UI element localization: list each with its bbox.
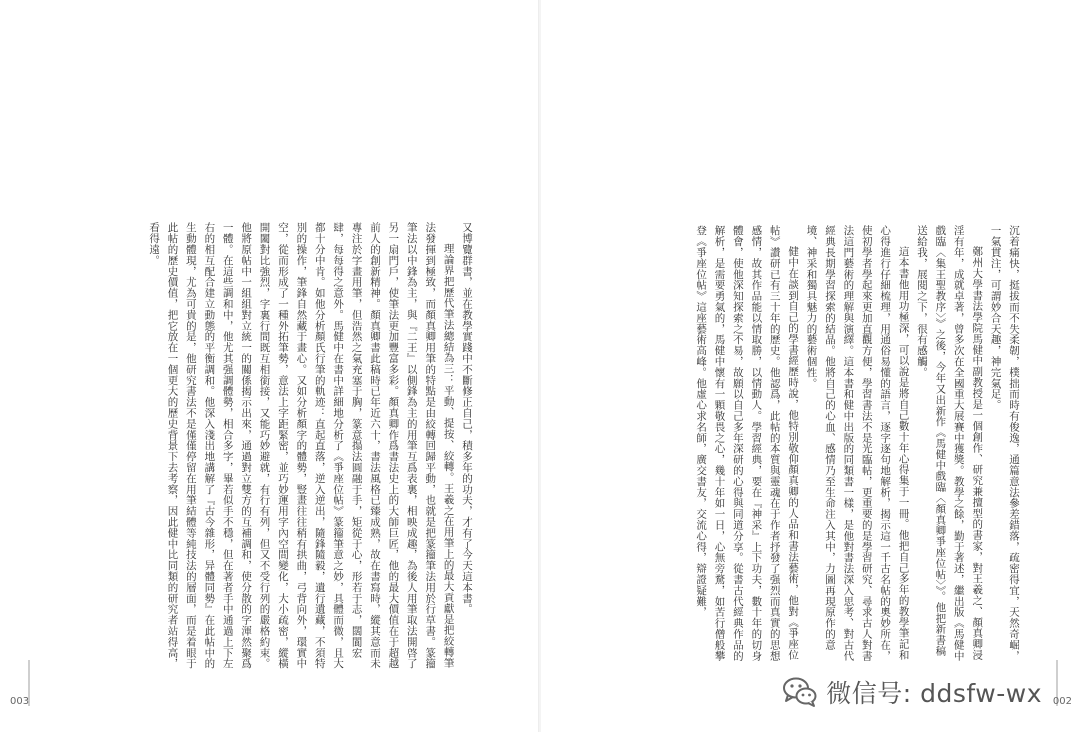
wechat-watermark <box>778 672 1046 712</box>
right-paragraph-1: 沉着痛快，挺拔而不失柔韌，樸拙而時有俊逸，通篇意法參差錯落，疏密得宜，天然奇崛，一氣貫注，可謂妙合天趣，神完氣足。 <box>989 225 1020 661</box>
right-paragraph-3: 這本書他用功極深，可以說是將自己數十年心得集于一冊。他把自己多年的教學筆記和心得進行仔細梳理，用通俗易懂的語言，逐字逐句地解析，揭示這一千古名帖的奧妙所在，使初學者學起來更加直觀方便，學習書法不是光臨帖，更重要的是學習研究、尋求古人對書法這門藝術的理解與演繹。這本書和健中出版的同類書一樣，是他對書法深入思考、對古代經典長期學習探索的結晶。他將自己的心血、感情乃至生命注入其中，力圖再現原作的意境、神采和獨具魅力的藝術個性。 <box>805 225 910 661</box>
left-paragraph-1: 又博覽群書，並在教學實踐中不斷修正自己，積多年的功夫，才有了今天這本書。 <box>461 222 473 615</box>
left-page-number: 003 <box>10 696 30 707</box>
left-page <box>0 0 539 732</box>
right-page <box>541 0 1080 732</box>
right-paragraph-4: 健中在談到自己的學書經歷時說，他特別敬仰顏真卿的人品和書法藝術，他對《爭座位帖》讚研已有三十年的歷史。他認爲，此帖的本質與靈魂在于作者抒發了强烈而真實的思想感情，故其作品能以情取勝，以情動人。學習經典，要在『神采』上下功夫，數十年的切身體會，使他深知探索之不易，故願以自己多年深研的心得與同道分享。從書古代經典作品的解析，是需要勇氣的，馬健中懷有一顆敬畏之心，幾十年如一日，心無旁騖，如苦行僧般攀登《爭座位帖》這座藝術高峰。他虛心求名師，廣交書友，交流心得，辯證疑難， <box>695 225 800 661</box>
right-page-number: 002 <box>1052 696 1072 707</box>
wechat-icon <box>782 676 818 708</box>
left-paragraph-2: 理論界把歷代筆法總結為三：平動、提按、絞轉。王羲之在用筆上的最大貢獻是把絞轉筆法發揮到極致，而顏真卿用筆的特點是由絞轉回歸平動，也就是把篆籀筆法用於行草書。篆籀筆法以中鋒為主，與『二王』以側鋒為主的用筆互爲表裏，相映成趣，為後人用筆取法開啓了另一扇門戶，使筆法更加豐富多彩。顏真卿作爲書法史上的大師巨匠，他的最大價值在于超越前人的創新精神。顏真卿書此稿時已年近六十，書法風格已臻成熟，故在書寫時，縱其意而未專注於字畫用筆，但浩然之氣充塞于胸，篆意搨法圓融于手，矩從于心，形若于志，闊閬宏肆，每每得之意外。馬健中在書中詳細地分析了《爭座位帖》篆籀筆意之妙，具體而微，且大都十分中肯。如他分析顏氏行筆的軌迹：直起直落，逆入逆出，隨鋒隨毅，遺行遺藏，不須特別的操作，筆鋒自然藏于畫心。又如分析顏字的體勢，豎畫往往稍有拱曲，弓背向外，環實中空，從而形成了一種外拓筆勢，意法上字距緊密，並巧妙運用字內空間變化，大小疏密，縱橫開闔對比強烈，字裏行間既互相銜接，又能巧妙避就，有行有列，但又不受行列的嚴格約束。他將原帖中一組組對立統一的關係揭示出來，通過對立雙方的互補調和，使分散的字渾然聚爲一體。在這些調和中，他尤其强調體勢，相合多字，畢若似手不穩，但在著者手中通過上下左右的相互配合建立動態的平衡調和。他深入淺出地講解了『古今雜形，异體同勢』在此帖中的生動體現，尤為可貴的是，他研究書法不是僅僅停留在用筆結體等純技法的層面，而是着眼于此帖的歷史價值，把它放在一個更大的歷史背景下去考察，因此健中比同類的研究者站得高，看得遠。 <box>148 222 455 669</box>
watermark-text: 微信号: ddsfw-wx <box>826 679 1042 708</box>
left-page-text <box>58 222 476 675</box>
right-paragraph-2: 鄭州大學書法學院馬健中副教授是一個創作、研究兼擅型的書家，對王羲之、顏真卿浸淫有年，成就卓著，曾多次在全國重大展賽中獲獎。教學之餘，勤于著述，繼出版《馬健中戲臨〈集王聖教序〉》之後，今年又出新作《馬健中戲臨〈顏真卿爭座位帖〉》。他把新書稿送給我，展閱之下，很有感觸。 <box>915 225 984 661</box>
right-page-text <box>587 225 1023 665</box>
